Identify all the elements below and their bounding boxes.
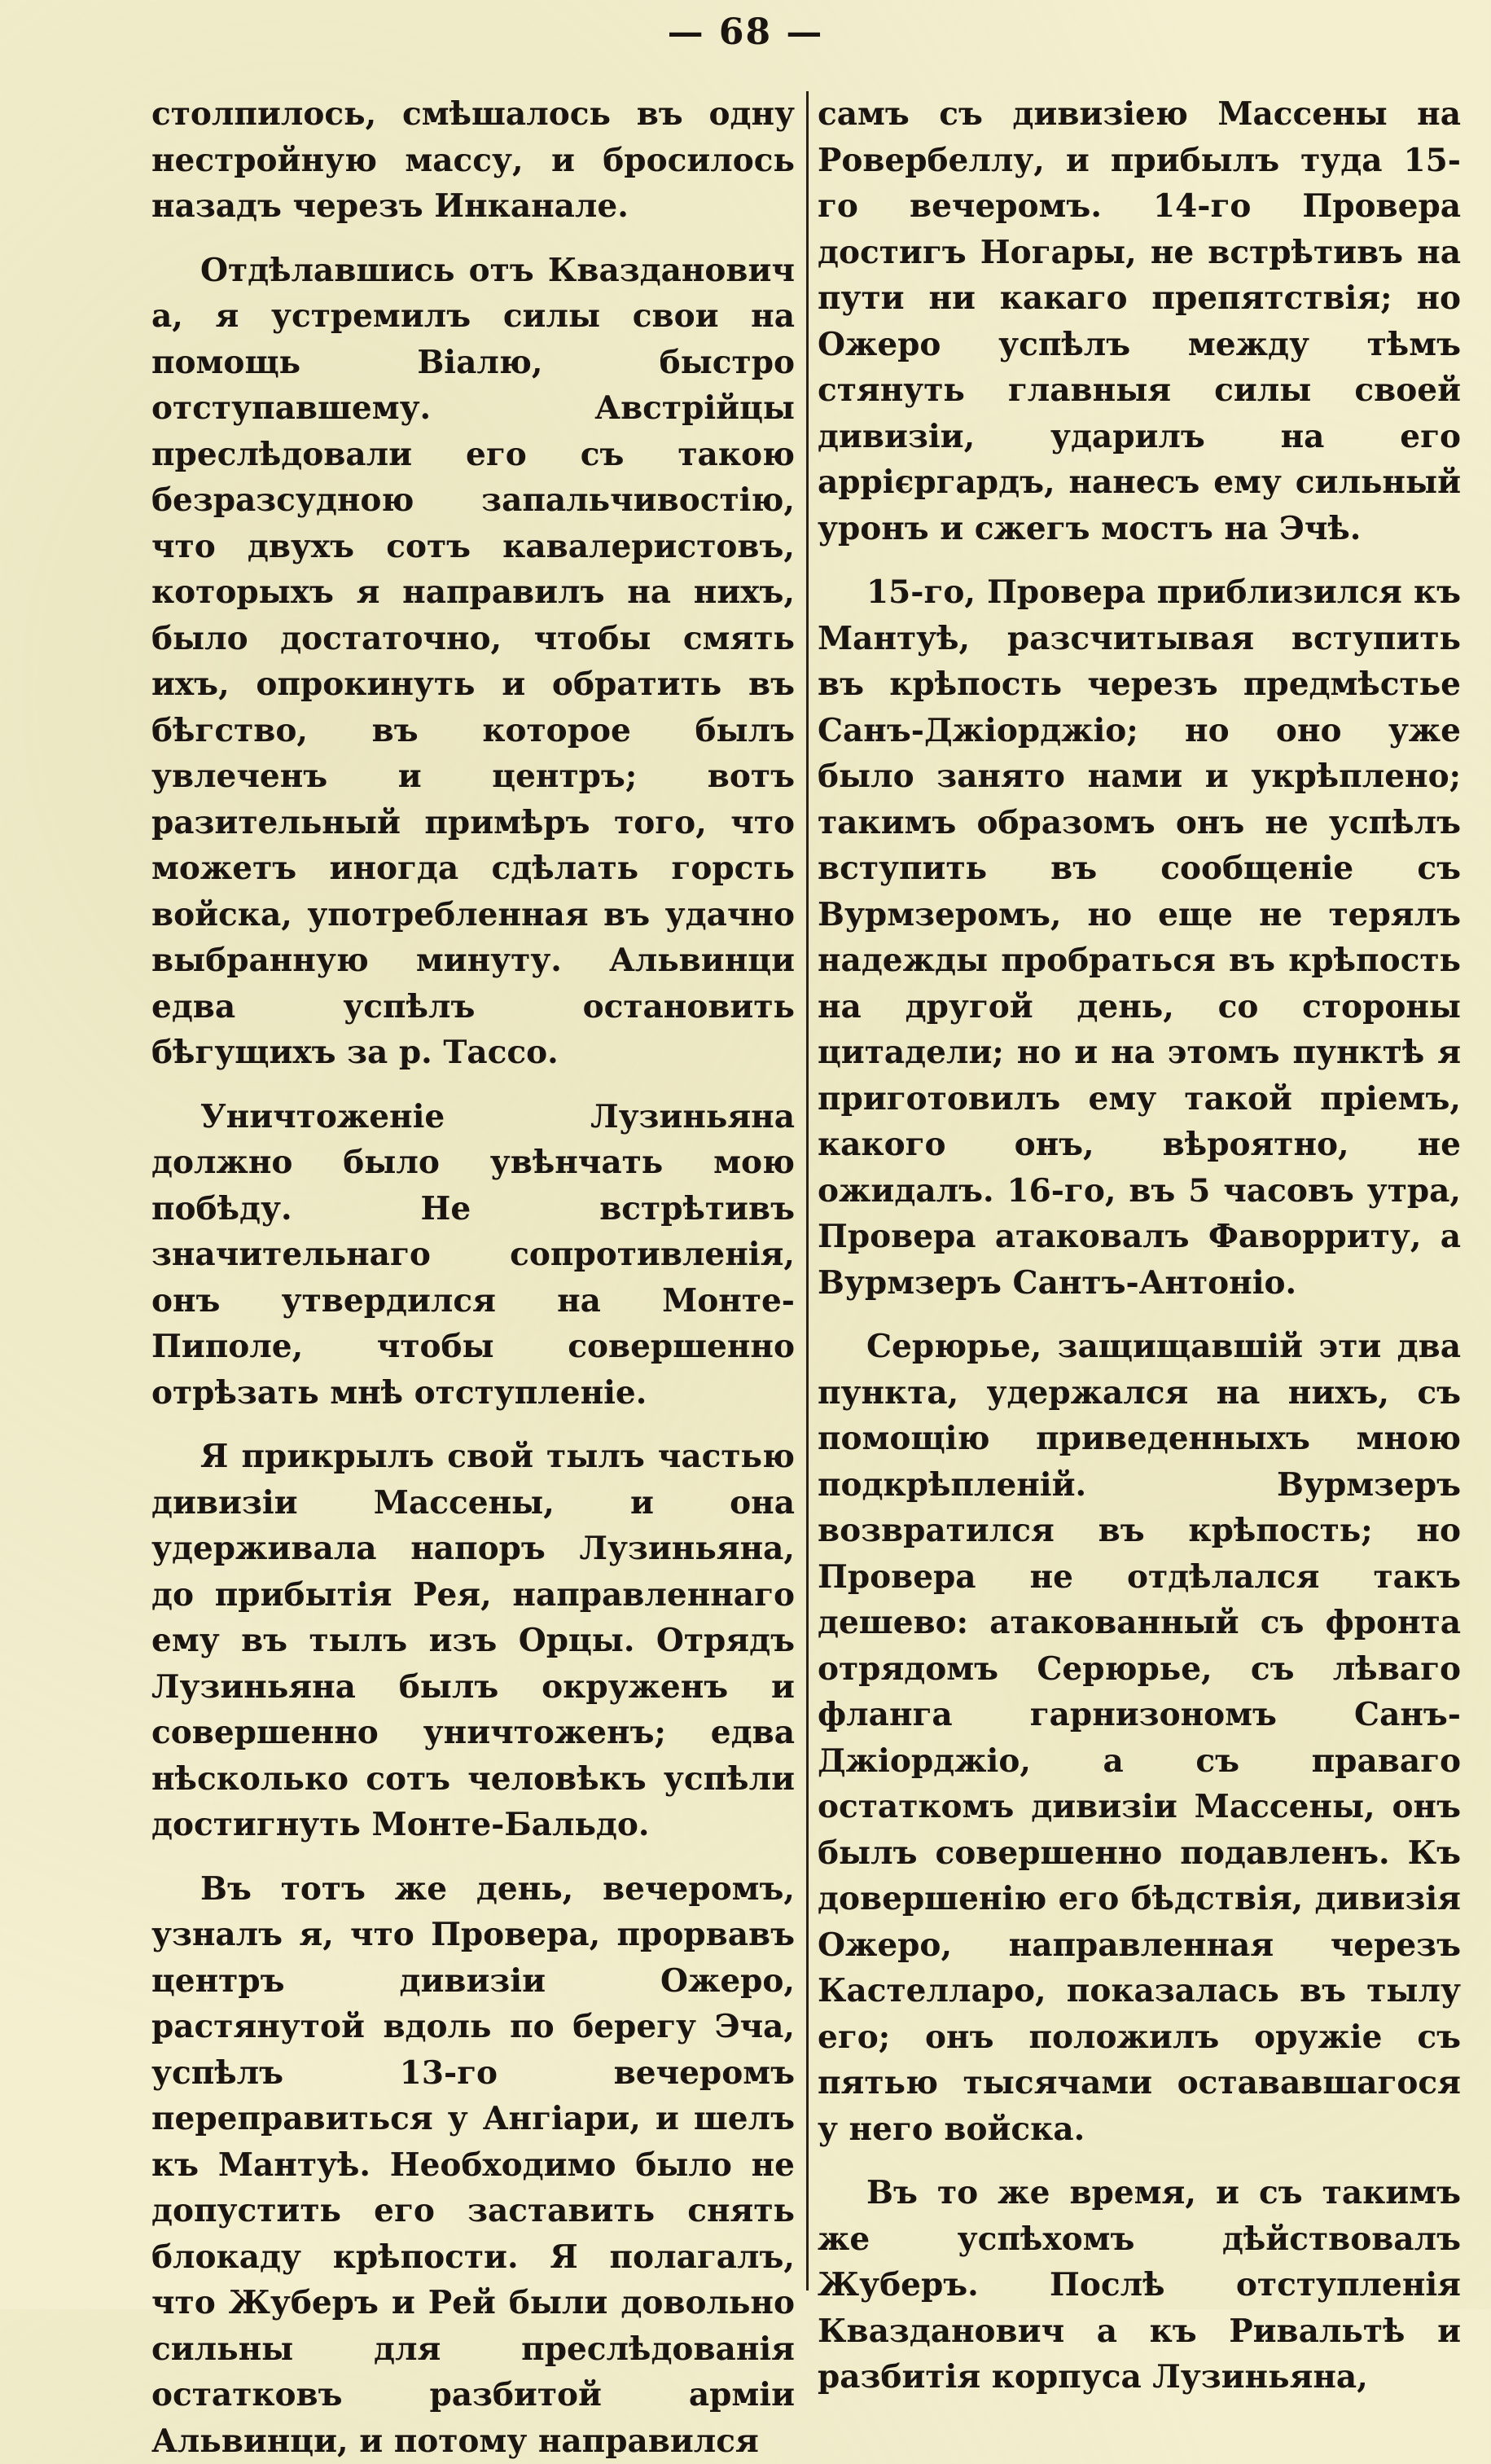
left-paragraph-5: Въ тотъ же день, вечеромъ, узналъ я, что Провера, прорвавъ центръ дивизіи Ожеро, растянутой вдоль по берегу Эча, успѣлъ 13-го вечеромъ переправиться у Ангіари, и шелъ къ Мантуѣ. Необходимо было не допустить его заставить снять блокаду крѣпости. Я полагалъ, что Жуберъ и Рей были довольно сильны для преслѣдованія остатковъ разбитой арміи Альвинци, и потому направился (151, 1866, 795, 2464)
left-paragraph-2: Отдѣлавшись отъ Квазданович а, я устремилъ силы свои на помощь Віалю, быстро отступавшему. Австрійцы преслѣдовали его съ такою безразсудною запальчивостію, что двухъ сотъ кавалеристовъ, которыхъ я направилъ на нихъ, было достаточно, чтобы смять ихъ, опрокинуть и обратить въ бѣгство, въ которое былъ увлеченъ и центръ; вотъ разительный примѣръ того, что можетъ иногда сдѣлать горсть войска, употребленная въ удачно выбранную минуту. Альвинци едва успѣлъ остановить бѣгущихъ за р. Тассо. (151, 248, 795, 1076)
left-paragraph-4: Я прикрылъ свой тылъ частью дивизіи Массены, и она удерживала напоръ Лузиньяна, до прибытія Рея, направленнаго ему въ тылъ изъ Орцы. Отрядъ Лузиньяна былъ окруженъ и совершенно уничтоженъ; едва нѣсколько сотъ человѣкъ успѣли достигнуть Монте-Бальдо. (151, 1434, 795, 1848)
right-paragraph-1: самъ съ дивизіею Массены на Ровербеллу, и прибылъ туда 15-го вечеромъ. 14-го Провера достигъ Ногары, не встрѣтивъ на пути ни какаго препятствія; но Ожеро успѣлъ между тѣмъ стянуть главныя силы своей дивизіи, ударилъ на его аррієргардъ, нанесъ ему сильный уронъ и сжегъ мостъ на Эчѣ. (818, 91, 1461, 551)
left-paragraph-3: Уничтоженіе Лузиньяна должно было увѣнчать мою побѣду. Не встрѣтивъ значительнаго сопротивленія, онъ утвердился на Монте-Пиполе, чтобы совершенно отрѣзать мнѣ отступленіе. (151, 1094, 795, 1416)
right-paragraph-4: Въ то же время, и съ такимъ же успѣхомъ дѣйствовалъ Жуберъ. Послѣ отступленія Квазданович а къ Ривальтѣ и разбитія корпуса Лузиньяна, (818, 2170, 1461, 2400)
left-paragraph-1: столпилось, смѣшалось въ одну нестройную массу, и бросилось назадъ черезъ Инканале. (151, 91, 795, 230)
right-column (818, 91, 1461, 2291)
right-paragraph-2: 15-го, Провера приблизился къ Мантуѣ, разсчитывая вступить въ крѣпость черезъ предмѣстье Санъ-Джіорджіо; но оно уже было занято нами и укрѣплено; такимъ образомъ онъ не успѣлъ вступить въ сообщеніе съ Вурмзеромъ, но еще не терялъ надежды пробраться въ крѣпость на другой день, со стороны цитадели; но и на этомъ пунктѣ я приготовилъ ему такой пріемъ, какого онъ, вѣроятно, не ожидалъ. 16-го, въ 5 часовъ утра, Провера атаковалъ Фаворриту, а Вурмзеръ Сантъ-Антоніо. (818, 569, 1461, 1306)
left-column (151, 91, 795, 2291)
right-paragraph-3: Серюрье, защищавшій эти два пункта, удержался на нихъ, съ помощію приведенныхъ мною подкрѣпленій. Вурмзеръ возвратился въ крѣпость; но Провера не отдѣлался такъ дешево: атакованный съ фронта отрядомъ Серюрье, съ лѣваго фланга гарнизономъ Санъ-Джіорджіо, а съ праваго остаткомъ дивизіи Массены, онъ былъ совершенно подавленъ. Къ довершенію его бѣдствія, дивизія Ожеро, направленная черезъ Кастелларо, показалась въ тылу его; онъ положилъ оружіе съ пятью тысячами остававшагося у него войска. (818, 1324, 1461, 2152)
page-number: — 68 — (0, 11, 1491, 53)
column-divider (806, 91, 809, 2291)
